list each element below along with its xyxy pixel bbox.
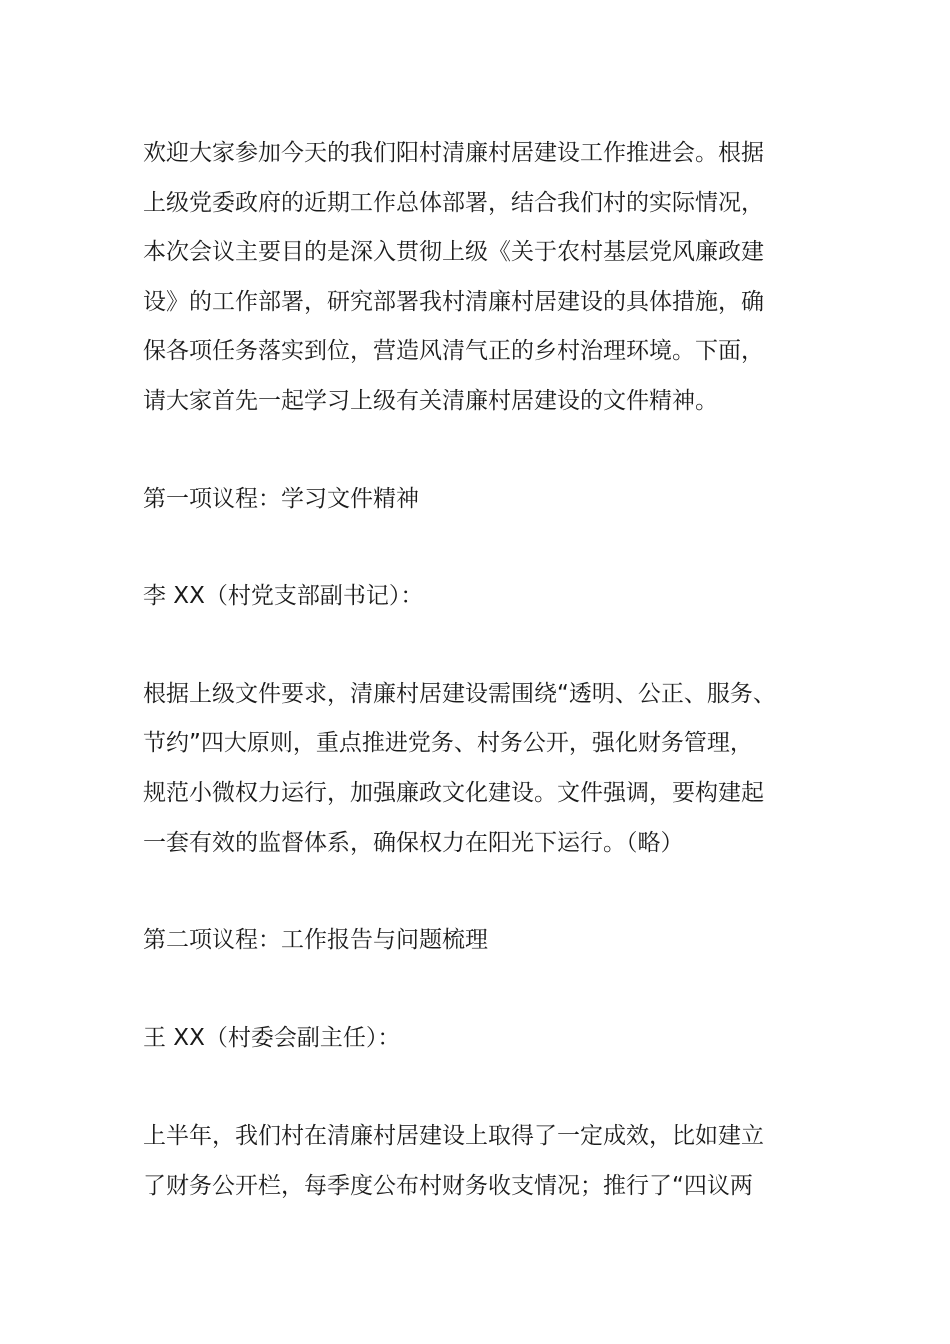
document-body (143, 129, 823, 1212)
agenda-title: 第一项议程：学习文件精神 (143, 485, 419, 512)
speaker-name: 王 XX（村委会副主任）： (143, 1024, 401, 1051)
text-line: 欢迎大家参加今天的我们阳村清廉村居建设工作推进会。根据 (143, 140, 764, 166)
text-line: 上级党委政府的近期工作总体部署，结合我们村的实际情况， (143, 189, 764, 216)
text-line: 节约”四大原则，重点推进党务、村务公开，强化财务管理， (143, 730, 753, 757)
text-line: 规范小微权力运行，加强廉政文化建设。文件强调，要构建起 (143, 779, 764, 806)
speaker-1 (143, 572, 823, 622)
agenda-title: 第二项议程：工作报告与问题梳理 (143, 927, 488, 954)
text-line: 根据上级文件要求，清廉村居建设需围绕“透明、公正、服务、 (143, 680, 776, 707)
text-line: 一套有效的监督体系，确保权力在阳光下运行。（略） (143, 829, 684, 856)
text-line: 上半年，我们村在清廉村居建设上取得了一定成效，比如建立 (143, 1123, 764, 1150)
text-line: 了财务公开栏，每季度公布村财务收支情况；推行了“四议两 (143, 1172, 753, 1199)
text-line: 本次会议主要目的是深入贯彻上级《关于农村基层党风廉政建 (143, 239, 764, 266)
agenda-item-2-heading (143, 916, 823, 966)
speaker-2 (143, 1014, 823, 1064)
agenda-item-1-heading (143, 475, 823, 525)
intro-paragraph (143, 129, 823, 427)
speech-1-paragraph (143, 670, 823, 868)
text-line: 设》的工作部署，研究部署我村清廉村居建设的具体措施，确 (143, 288, 764, 315)
speech-2-paragraph (143, 1112, 823, 1211)
text-line: 请大家首先一起学习上级有关清廉村居建设的文件精神。 (143, 387, 718, 414)
speaker-name: 李 XX（村党支部副书记）： (143, 583, 424, 610)
text-line: 保各项任务落实到位，营造风清气正的乡村治理环境。下面， (143, 338, 764, 365)
